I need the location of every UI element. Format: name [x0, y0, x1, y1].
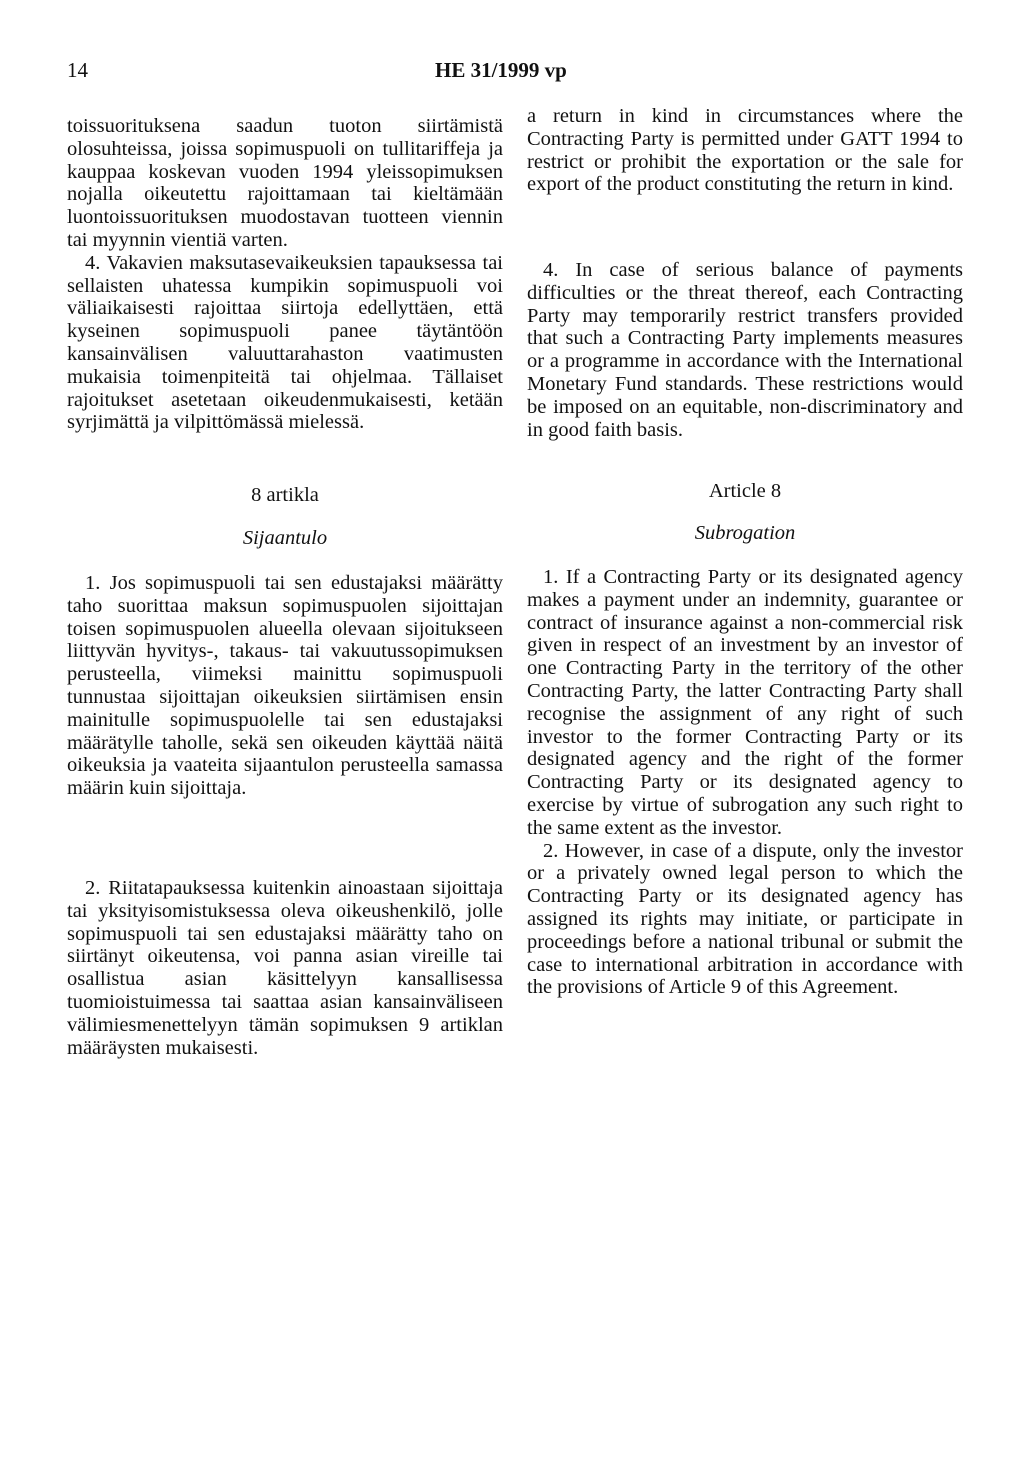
en-paragraph-1: 1. If a Contracting Party or its designated agency makes a payment under an indemnity, guarantee or contract of insurance against a non-commercial risk given in respect of an investment by an investor of one Contracting Party in the territory of the other Contracting Party, the latter Contracting Party shall recognise the assignment of any right of such investor to the former Contracting Party or its designated agency and the right of the former Contracting Party or its designated agency to exercise by virtue of subrogation any such right to the same extent as the investor. [527, 566, 963, 839]
fi-paragraph-4: 4. Vakavien maksutasevaikeuksien tapauksessa tai sellaisten uhatessa kumpikin sopimuspuoli voi väliaikaisesti rajoittaa siirtoja edellyttäen, että kyseinen sopimuspuoli panee täytäntöön kansainvälisen valuuttarahaston vaatimusten mukaisia toimenpiteitä tai ohjelmaa. Tällaiset rajoitukset asetetaan oikeudenmukaisesti, ketään syrjimättä ja vilpittömässä mielessä. [67, 251, 503, 434]
fi-paragraph-3-continuation: toissuorituksena saadun tuoton siirtämistä olosuhteissa, joissa sopimuspuoli on tullitariffeja ja kauppaa koskevan vuoden 1994 yleissopimuksen nojalla oikeutettu rajoittamaan tai kieltämään luontoissuorituksen muodostavan tuotteen viennin tai myynnin vientiä varten. [67, 115, 503, 251]
en-article-heading: Article 8 [708, 480, 782, 502]
fi-article-title: Sijaantulo [242, 527, 328, 549]
page-number: 14 [67, 58, 88, 82]
finnish-column [67, 115, 503, 434]
en-article-body-4 [527, 259, 963, 441]
en-paragraph-3-continuation: a return in kind in circumstances where the Contracting Party is permitted under GATT 1994 to restrict or prohibit the exportation or the sale for export of the product constituting the return in kind. [527, 105, 963, 196]
fi-article-body-1 [67, 572, 503, 800]
fi-paragraph-2: 2. Riitatapauksessa kuitenkin ainoastaan sijoittaja tai yksityisomistuksessa oleva oikeushenkilö, jolle sopimuspuoli tai sen edustajaksi määrätty taho on siirtänyt oikeutensa, voi panna asian vireille tai osallistua asian käsittelyyn kansallisessa tuomioistuimessa tai saattaa asian kansainväliseen välimiesmenettelyyn tämän sopimuksen 9 artiklan määräysten mukaisesti. [67, 877, 503, 1059]
fi-paragraph-1: 1. Jos sopimuspuoli tai sen edustajaksi määrätty taho suorittaa maksun sopimuspuolen sijoittajan toisen sopimuspuolen alueella olevaan sijoitukseen liittyvän hyvitys-, takaus- tai vakuutussopimuksen perusteella, viimeksi mainittu sopimuspuoli tunnustaa sijoittajan oikeuksien siirtämisen ensin mainitulle sopimuspuolelle tai sen edustajaksi määrätylle taholle, sekä sen oikeuden käyttää näitä oikeuksia ja vaateita sijaantulon perusteella samassa määrin kuin sijoittaja. [67, 572, 503, 800]
fi-article-body-2 [67, 877, 503, 1059]
en-paragraph-4: 4. In case of serious balance of payments difficulties or the threat thereof, each Contracting Party may temporarily restrict transfers provided that such a Contracting Party implements measures or a programme in accordance with the International Monetary Fund standards. These restrictions would be imposed on an equitable, non-discriminatory and in good faith basis. [527, 259, 963, 441]
fi-article-heading: 8 artikla [251, 484, 319, 506]
en-article-title: Subrogation [694, 522, 796, 544]
en-article-body-1 [527, 566, 963, 999]
en-paragraph-2: 2. However, in case of a dispute, only the investor or a privately owned legal person to which the Contracting Party or its designated agency has assigned its rights may initiate, or participate in proceedings before a national tribunal or submit the case to international arbitration in accordance with the provisions of Article 9 of this Agreement. [527, 839, 963, 999]
english-column [527, 105, 963, 196]
running-head: HE 31/1999 vp [435, 58, 567, 82]
